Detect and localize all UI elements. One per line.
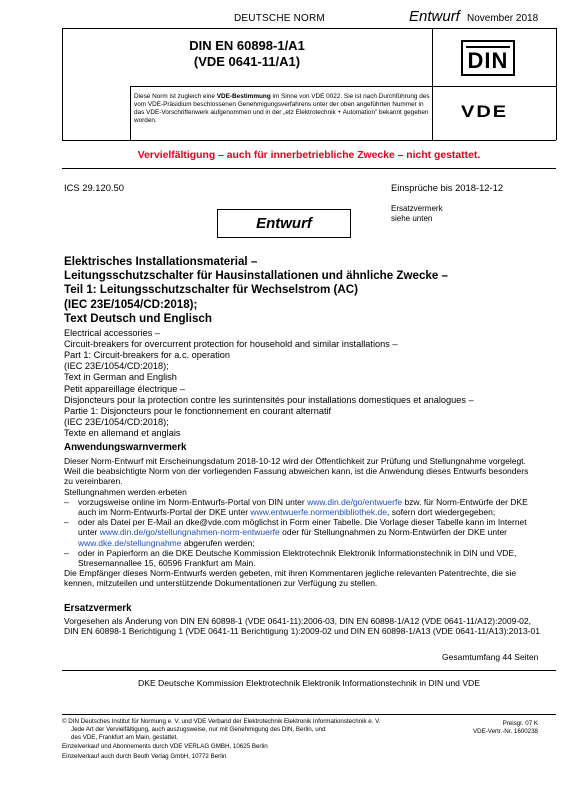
draft-stamp: Entwurf — [217, 209, 351, 238]
title-french-line: Disjoncteurs pour la protection contre les surintensités pour installations domestiques et analogues – — [64, 395, 474, 405]
ics-code: ICS 29.120.50 — [64, 182, 124, 193]
din-logo — [461, 40, 515, 76]
din-logo-text: DIN — [467, 48, 509, 73]
frame-middle-line — [130, 86, 556, 87]
title-french-line: (IEC 23E/1054/CD:2018); — [64, 417, 169, 427]
title-english-line: Circuit-breakers for overcurrent protection for household and similar installations – — [64, 339, 398, 349]
title-english — [64, 328, 544, 383]
title-german-line: (IEC 23E/1054/CD:2018); — [64, 297, 198, 311]
replacement-note-line2: siehe unten — [391, 214, 433, 223]
din-comments-template-link[interactable]: www.din.de/go/stellungnahmen-norm-entwuerfe — [99, 527, 280, 538]
title-english-line: Part 1: Circuit-breakers for a.c. operation — [64, 350, 230, 360]
application-warning-heading: Anwendungswarnvermerk — [64, 442, 187, 453]
vde-note-after: im Sinne von VDE 0022. Sie ist nach Durchführung des vom VDE-Präsidium beschlossenen Genehmigungsverfahrens unter der oben angeführten Nummer in das VDE-Vorschriftenwerk aufgenommen und in der „etz Elektrotechnik + Automation" bekannt gegeben worden. — [134, 93, 430, 124]
list-item — [64, 497, 536, 517]
norm-type-label: DEUTSCHE NORM — [234, 13, 325, 24]
title-english-line: Text in German and English — [64, 372, 177, 382]
copyright-footer — [62, 718, 462, 761]
list-text: oder für Stellungnahmen zu Norm-Entwürfen der DKE unter — [279, 527, 508, 538]
replacement-text: Vorgesehen als Änderung von DIN EN 60898-1 (VDE 0641-11):2006-03, DIN EN 60898-1/A12 (VDE 0641-11/A12):2009-02, DIN EN 60898-1 Berichtigung 1 (VDE 0641-11 Berichtigung 1):2009-02 und DIN EN 60898-1/A13 (VDE 0641-11/A13):2013-01 — [64, 616, 540, 637]
title-german-line: Leitungsschutzschalter für Hausinstallationen und ähnliche Zwecke – — [64, 269, 448, 283]
footer-line: Einzelverkauf und Abonnements durch VDE VERLAG GMBH, 10625 Berlin — [62, 743, 268, 751]
norm-number-line1: DIN EN 60898-1/A1 — [189, 38, 305, 53]
reproduction-notice: Vervielfältigung – auch für innerbetriebliche Zwecke – nicht gestattet. — [137, 150, 481, 161]
dke-comments-link[interactable]: www.dke.de/stellungnahme — [78, 537, 182, 548]
replacement-note — [391, 204, 443, 224]
frame-inner-left-line — [130, 86, 131, 140]
application-warning-p2: Weil die beabsichtigte Norm von der vorliegenden Fassung abweichen kann, ist die Anwendung dieses Entwurfs besonders zu vereinbaren. — [64, 466, 529, 487]
title-french — [64, 384, 554, 439]
application-warning-p4: Die Empfänger dieses Norm-Entwurfs werden gebeten, mit ihren Kommentaren jegliche relevanten Patentrechte, die sie kennen, mitzuteilen und unterstützende Dokumentationen zur Verfügung zu stellen. — [64, 568, 517, 589]
application-warning-p3: Stellungnahmen werden erbeten — [64, 486, 187, 497]
application-warning-p1: Dieser Norm-Entwurf mit Erscheinungsdatum 2018-10-12 wird der Öffentlichkeit zur Prüfung und Stellungnahme vorgelegt. — [64, 456, 526, 466]
total-pages: Gesamtumfang 44 Seiten — [442, 652, 539, 662]
footer-line: © DIN Deutsches Institut für Normung e. V. und VDE Verband der Elektrotechnik Elektronik Informationstechnik e. V. — [62, 718, 381, 725]
objection-deadline: Einsprüche bis 2018-12-12 — [391, 182, 504, 193]
footer-line: Jede Art der Vervielfältigung, auch auszugsweise, nur mit Genehmigung des DIN, Berlin, und — [71, 725, 326, 733]
dke-drafts-portal-link[interactable]: www.entwuerfe.normenbibliothek.de — [250, 507, 387, 518]
vde-note-bold: VDE-Bestimmung — [216, 93, 271, 100]
frame-inner-right-line — [432, 28, 433, 140]
din-drafts-portal-link[interactable]: www.din.de/go/entwuerfe — [307, 496, 403, 507]
vde-contract-number: VDE-Vertr.-Nr. 1600238 — [473, 727, 538, 735]
dke-organization: DKE Deutsche Kommission Elektrotechnik Elektronik Informationstechnik in DIN und VDE — [138, 678, 480, 688]
status-label: Entwurf — [409, 8, 460, 25]
footer-line: des VDE, Frankfurt am Main, gestattet. — [71, 733, 178, 741]
dke-divider-top — [62, 670, 556, 671]
frame-top-line — [62, 28, 556, 29]
title-german — [64, 255, 544, 326]
title-french-line: Petit appareillage électrique – — [64, 384, 186, 394]
title-german-line: Teil 1: Leitungsschutzschalter für Wechselstrom (AC) — [64, 283, 358, 297]
vde-note-before: Diese Norm ist zugleich eine — [134, 93, 217, 100]
publication-date: November 2018 — [467, 13, 539, 24]
list-text: bzw. für Norm-Entwürfe der DKE auch im Norm-Entwurfs-Portal der DKE unter — [78, 496, 528, 518]
title-french-line: Texte en allemand et anglais — [64, 428, 181, 438]
title-english-line: Electrical accessories – — [64, 328, 160, 338]
comment-channels-list — [64, 497, 536, 568]
title-french-line: Partie 1: Disjoncteurs pour le fonctionnement en courant alternatif — [64, 406, 332, 416]
frame-right-line — [556, 28, 557, 140]
list-text: vorzugsweise online im Norm-Entwurfs-Portal von DIN unter — [78, 496, 308, 507]
frame-bottom-line — [62, 140, 556, 141]
norm-number — [62, 38, 432, 70]
vde-logo: VDE — [461, 102, 509, 122]
norm-number-line2: (VDE 0641-11/A1) — [193, 54, 301, 69]
notice-divider — [62, 168, 556, 169]
price-group — [470, 720, 538, 736]
list-item — [64, 517, 536, 548]
list-text: abgerufen werden; — [181, 537, 255, 548]
list-item: – oder in Papierform an die DKE Deutsche Kommission Elektrotechnik Elektronik Informationstechnik in DIN und VDE, Stresemannallee 15, 60596 Frankfurt am Main. — [64, 548, 536, 568]
application-warning-body — [64, 456, 536, 589]
replacement-heading: Ersatzvermerk — [64, 603, 132, 614]
footer-divider — [62, 714, 556, 715]
title-german-line: Text Deutsch und Englisch — [64, 311, 212, 325]
title-german-line: Elektrisches Installationsmaterial – — [64, 255, 258, 268]
replacement-note-line1: Ersatzvermerk — [391, 204, 443, 213]
list-text: , sofern dort wiedergegeben; — [386, 507, 496, 518]
vde-note — [134, 93, 430, 125]
title-english-line: (IEC 23E/1054/CD:2018); — [64, 361, 169, 371]
price-group-code: Preisgr. 07 K — [502, 720, 538, 727]
list-text: oder als Datei per E-Mail an dke@vde.com möglichst in Form einer Tabelle. Die Vorlage dieser Tabelle kann im Internet unter — [78, 517, 527, 538]
footer-line: Einzelverkauf auch durch Beuth Verlag GmbH, 10772 Berlin — [62, 753, 227, 761]
